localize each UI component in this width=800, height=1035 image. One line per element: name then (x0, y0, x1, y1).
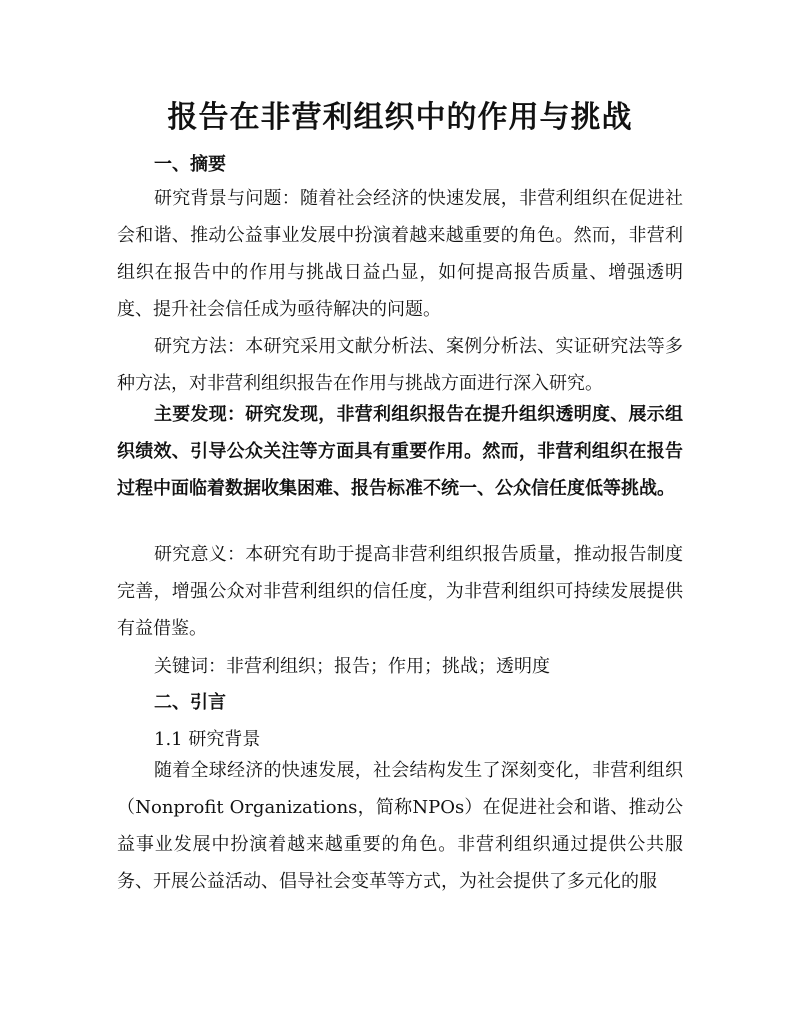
paragraph-findings: 主要发现：研究发现，非营利组织报告在提升组织透明度、展示组织绩效、引导公众关注等方面具有重要作用。然而，非营利组织在报告过程中面临着数据收集困难、报告标准不统一、公众信任度低等挑战。 (117, 404, 683, 499)
paragraph-background: 研究背景与问题：随着社会经济的快速发展，非营利组织在促进社会和谐、推动公益事业发展中扮演着越来越重要的角色。然而，非营利组织在报告中的作用与挑战日益凸显，如何提高报告质量、增强透明度、提升社会信任成为亟待解决的问题。 (117, 188, 683, 320)
paragraph-intro: 随着全球经济的快速发展，社会结构发生了深刻变化，非营利组织（Nonprofit Organizations，简称NPOs）在促进社会和谐、推动公益事业发展中扮演着越来越重要的角色。非营利组织通过提供公共服务、开展公益活动、倡导社会变革等方式，为社会提供了多元化的服 (117, 760, 683, 892)
paragraph-methods: 研究方法：本研究采用文献分析法、案例分析法、实证研究法等多种方法，对非营利组织报告在作用与挑战方面进行深入研究。 (117, 336, 683, 394)
subheading-research-background: 1.1 研究背景 (154, 729, 261, 750)
keywords-line: 关键词：非营利组织；报告；作用；挑战；透明度 (154, 656, 550, 677)
intro-heading: 二、引言 (154, 692, 226, 713)
document-title: 报告在非营利组织中的作用与挑战 (167, 100, 633, 135)
abstract-heading: 一、摘要 (154, 154, 226, 175)
paragraph-significance: 研究意义：本研究有助于提高非营利组织报告质量，推动报告制度完善，增强公众对非营利组织的信任度，为非营利组织可持续发展提供有益借鉴。 (117, 544, 683, 639)
